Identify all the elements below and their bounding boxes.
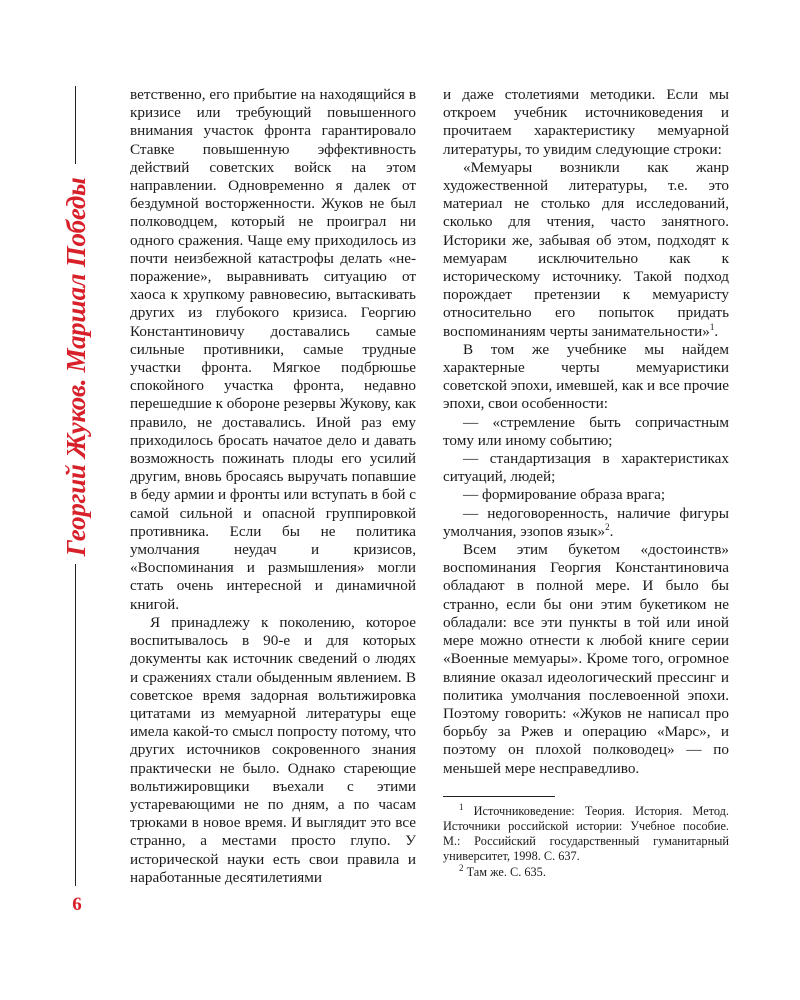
paragraph: Я принадлежу к поколению, которое воспитывалось в 90-е и для которых документы как источник сведений о людях и сражениях стали обыденным явлением. В советское время задорная вольтижировка цитатами из мемуарной литературы еще имела какой-то смысл попросту потому, что других источников сокровенного знания практически не было. Однако стареющие вольтижировщики въехали с этими устаревающими не по дням, а по часам трюками в новое время. И выглядит это все странно, а местами просто глупо. У исторической науки есть свои правила и наработанные десятилетиями	[130, 613, 416, 886]
spine-rule-top	[75, 86, 76, 164]
paragraph: Всем этим букетом «достоинств» воспоминания Георгия Константиновича обладают в полной мере. И было бы странно, если бы они этим букетиком не обладали: все эти пункты в той или иной мере можно отнести к любой книге серии «Военные мемуары». Кроме того, огромное влияние оказал идеологический прессинг и политика умолчания послевоенной эпохи. Поэтому говорить: «Жуков не написал про борьбу за Ржев и операцию «Марс», и поэтому он плохой полководец» — по меньшей мере несправедливо.	[443, 541, 729, 777]
page-number: 6	[72, 894, 82, 915]
footnote-number: 1	[459, 801, 464, 812]
footnote-separator	[443, 796, 555, 797]
paragraph: и даже столетиями методики. Если мы откроем учебник источниковедения и прочитаем характеристику мемуарной литературы, то увидим следующие строки:	[443, 86, 729, 158]
footnote-text: Там же. С. 635.	[466, 864, 546, 879]
book-title: Георгий Жуков. Маршал Победы	[61, 177, 91, 557]
footnote-ref: 2	[605, 521, 610, 532]
quote-paragraph: «Мемуары возникли как жанр художественной литературы, т.е. это материал не столько для исследований, сколько для чтения, часто занятного. Историки же, забывая об этом, подходят к мемуарам исключительно как к историческому источнику. Такой подход порождает претензии к мемуаристу относительно его попыток придать воспоминаниям черты занимательности»$^1$.	[443, 158, 729, 340]
quote-text: «Мемуары возникли как жанр художественной литературы, т.е. это материал не столько для исследований, сколько для чтения, часто занятного. Историки же, забывая об этом, подходят к мемуарам исключительно как к историческому источнику. Такой подход порождает претензии к мемуаристу относительно его попыток придать воспоминаниям черты занимательности»	[443, 158, 729, 340]
list-item: — «стремление быть сопричастным тому или иному событию;	[443, 413, 729, 449]
paragraph: В том же учебнике мы найдем характерные черты мемуаристики советской эпохи, имевшей, как и все прочие эпохи, свои особенности:	[443, 340, 729, 413]
list-item-text: — недоговоренность, наличие фигуры умолчания, эзопов язык»	[443, 504, 729, 540]
vertical-running-header	[54, 86, 98, 886]
list-item: — формирование образа врага;	[463, 486, 666, 504]
footnote	[443, 862, 729, 880]
footnote-text: Источниковедение: Теория. История. Метод. Источники российской истории: Учебное пособие. М.: Российский государственный гуманитарный университет, 1998. С. 637.	[443, 803, 730, 864]
footnote-ref: 1	[709, 321, 715, 332]
list-item: — стандартизация в характеристиках ситуаций, людей;	[443, 450, 729, 486]
footnote-number: 2	[459, 862, 464, 873]
paragraph: ветственно, его прибытие на находящийся в кризисе или требующий повышенного внимания участок фронта гарантировало Ставке повышенную эффективность действий советских войск на этом направлении. Одновременно я далек от бездумной восторженности. Жуков не был полководцем, который не проиграл ни одного сражения. Чаще ему приходилось из почти неизбежной катастрофы делать «не-поражение», выравнивать ситуацию от хаоса к хрупкому равновесию, вытаскивать других из глубокого кризиса. Георгию Константиновичу доставались самые сильные противники, самые трудные участки фронта. Мягкое подбрюшье спокойного участка фронта, недавно перешедшие к обороне резервы Жукову, как правило, не доставались. Иной раз ему приходилось бросать начатое дело и давать возможность пожинать плоды его усилий другим, вновь бросаясь выручать попавшие в беду армии и фронты или вступать в бой с самой сильной и опасной группировкой противника. Если бы не политика умолчания неудач и кризисов, «Воспоминания и размышления» могли стать очень интересной и динамичной книгой.	[130, 86, 416, 613]
spine-rule-bottom	[75, 564, 76, 886]
footnote	[443, 801, 730, 865]
text-column-right	[443, 86, 729, 880]
list-item: — недоговоренность, наличие фигуры умолчания, эзопов язык»$^2$.	[443, 504, 729, 540]
text-column-left	[130, 86, 416, 887]
